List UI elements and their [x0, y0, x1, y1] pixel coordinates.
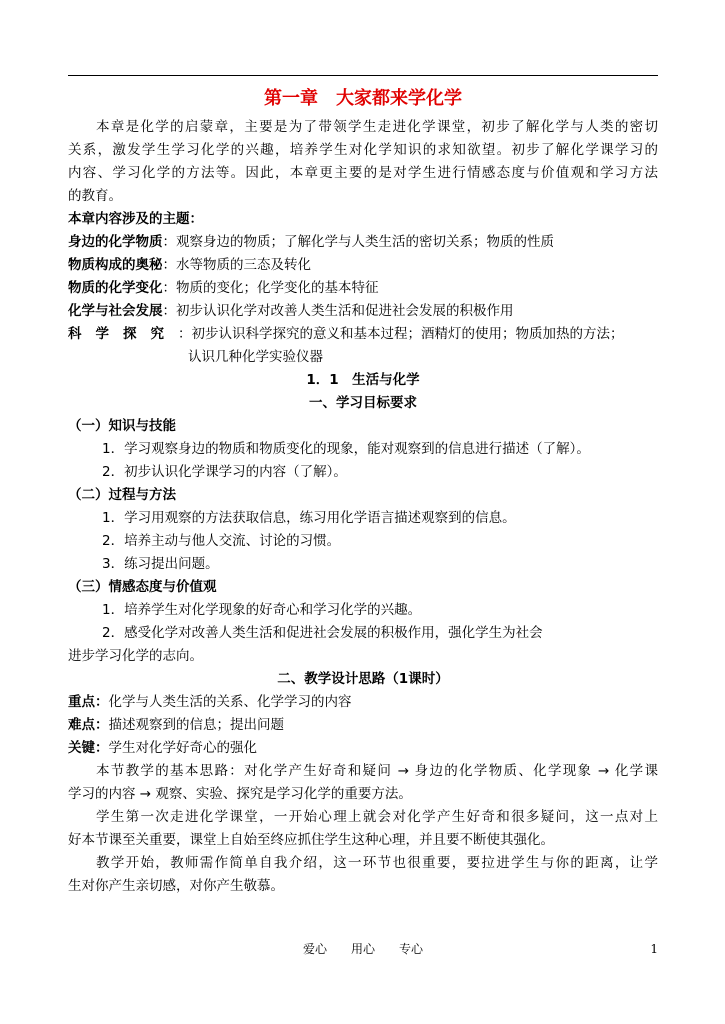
design-paragraph-line: 学生第一次走进化学课堂，一开始心理上就会对化学产生好奇和很多疑问，这一点对上: [96, 809, 658, 825]
goal-item: 2．初步认识化学课学习的内容（了解）。: [102, 464, 347, 480]
part1-title: 一、学习目标要求: [309, 395, 417, 411]
design-paragraph-line: 生对你产生亲切感，对你产生敬慕。: [68, 878, 284, 894]
section-title: 1．1 生活与化学: [306, 372, 420, 388]
goal-item: 3．练习提出问题。: [102, 556, 219, 572]
goal-item: 1．培养学生对化学现象的好奇心和学习化学的兴趣。: [102, 602, 422, 618]
key-point-text: 描述观察到的信息；提出问题: [108, 717, 284, 733]
design-paragraph-line: 教学开始，教师需作简单自我介绍，这一环节也很重要，要拉进学生与你的距离，让学: [96, 855, 658, 871]
goal-item: 1．学习观察身边的物质和物质变化的现象，能对观察到的信息进行描述（了解）。: [102, 441, 590, 457]
goal-item: 1．学习用观察的方法获取信息，练习用化学语言描述观察到的信息。: [102, 510, 516, 526]
themes-heading: 本章内容涉及的主题：: [68, 211, 203, 227]
key-point: [68, 691, 658, 714]
goal-heading: （二）过程与方法: [68, 487, 176, 503]
key-point-label: 难点：: [68, 717, 109, 733]
design-paragraph-line: 好本节课至关重要，课堂上自始至终应抓住学生这种心理，并且要不断使其强化。: [68, 832, 554, 848]
design-paragraph-line: 本节教学的基本思路：对化学产生好奇和疑问 → 身边的化学物质、化学现象 → 化学课: [96, 763, 658, 779]
intro-line: 的教育。: [68, 188, 122, 204]
goal-item: 2．感受化学对改善人类生活和促进社会发展的积极作用，强化学生为社会: [102, 625, 543, 641]
theme-label: 科学探究: [68, 326, 178, 342]
document-body: [68, 82, 658, 898]
theme-continuation: 认识几种化学实验仪器: [188, 349, 323, 365]
theme-label: 物质的化学变化: [68, 280, 163, 296]
theme-label: 化学与社会发展: [68, 303, 163, 319]
theme-text: ：物质的变化；化学变化的基本特征: [162, 280, 379, 296]
theme-label: 身边的化学物质: [68, 234, 163, 250]
intro-line: 本章是化学的启蒙章，主要是为了带领学生走进化学课堂，初步了解化学与人类的密切: [96, 119, 658, 135]
theme-label: 物质构成的奥秘: [68, 257, 163, 273]
theme-text: ：初步认识化学对改善人类生活和促进社会发展的积极作用: [162, 303, 514, 319]
theme-text: ：初步认识科学探究的意义和基本过程；酒精灯的使用；物质加热的方法；: [178, 326, 624, 342]
theme-item: [68, 323, 658, 346]
theme-text: ：水等物质的三态及转化: [162, 257, 311, 273]
key-point-text: 化学与人类生活的关系、化学学习的内容: [108, 694, 352, 710]
theme-text: ：观察身边的物质；了解化学与人类生活的密切关系；物质的性质: [162, 234, 554, 250]
goal-heading: （一）知识与技能: [68, 418, 176, 434]
key-point-label: 关键：: [68, 740, 109, 756]
design-paragraph-line: 学习的内容 → 观察、实验、探究是学习化学的重要方法。: [68, 786, 412, 802]
theme-item: [68, 300, 658, 323]
goal-continuation: 进步学习化学的志向。: [68, 648, 203, 664]
footer-motto: 爱心 用心 专心: [302, 942, 423, 956]
key-point: [68, 714, 658, 737]
page-number: 1: [650, 942, 658, 956]
chapter-title: 第一章 大家都来学化学: [264, 88, 462, 109]
key-point: [68, 737, 658, 760]
header-rule: [68, 75, 658, 76]
theme-item: [68, 254, 658, 277]
intro-line: 内容、学习化学的方法等。因此，本章更主要的是对学生进行情感态度与价值观和学习方法: [68, 165, 658, 181]
goal-heading: （三）情感态度与价值观: [68, 579, 217, 595]
goal-item: 2．培养主动与他人交流、讨论的习惯。: [102, 533, 341, 549]
theme-item: [68, 277, 658, 300]
page-footer: [68, 938, 658, 960]
part2-title: 二、教学设计思路（1课时）: [277, 671, 449, 687]
key-point-label: 重点：: [68, 694, 109, 710]
key-point-text: 学生对化学好奇心的强化: [108, 740, 257, 756]
theme-item: [68, 231, 658, 254]
intro-line: 关系，激发学生学习化学的兴趣，培养学生对化学知识的求知欲望。初步了解化学课学习的: [68, 142, 658, 158]
